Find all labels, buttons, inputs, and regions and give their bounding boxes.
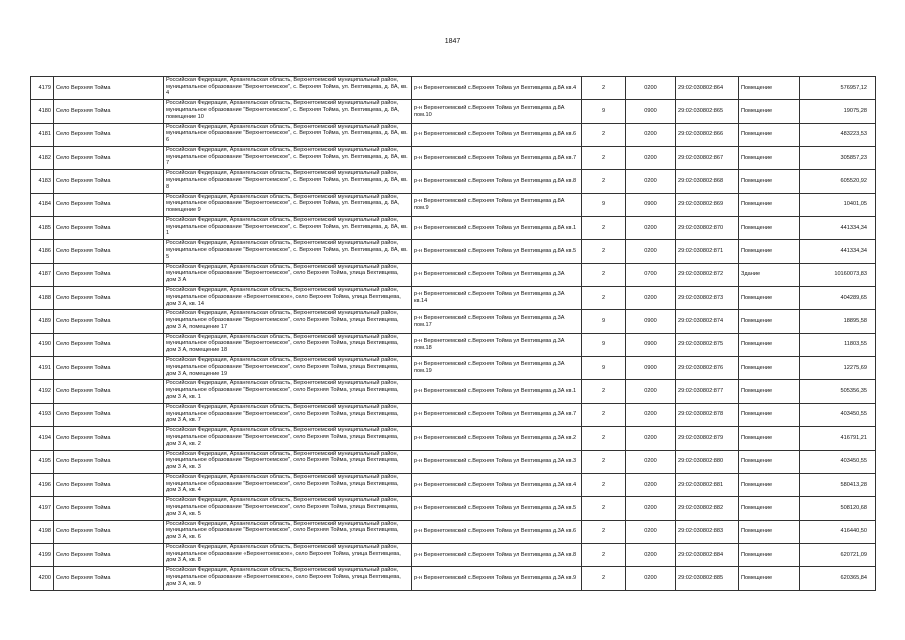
cadastral-value-cell: 305857,23 (800, 147, 876, 170)
location-cell: р-н Верхнетоемский с.Верхняя Тойма ул Вехтивцева д.3А (412, 263, 582, 286)
cadastral-number-cell: 29:02:030802:871 (676, 240, 739, 263)
cadastral-value-cell: 416791,21 (800, 427, 876, 450)
settlement-cell: Село Верхняя Тойма (54, 403, 164, 426)
row-number: 4186 (31, 240, 54, 263)
table-row (31, 473, 876, 496)
address-cell: Российская Федерация, Архангельская область, Верхнетоемский муниципальный район, муниципальное образование «Верхнетоемское», село Верхняя Тойма, улица Вехтивцева, дом 3 А, кв. 14 (164, 287, 412, 310)
address-cell: Российская Федерация, Архангельская область, Верхнетоемский муниципальный район, муниципальное образование "Верхнетоемское", село Верхняя Тойма, улица Вехтивцева, дом 3 А, помещение 19 (164, 357, 412, 380)
table-row (31, 333, 876, 356)
row-number: 4185 (31, 217, 54, 240)
settlement-cell: Село Верхняя Тойма (54, 123, 164, 146)
cadastral-value-cell: 18895,58 (800, 310, 876, 333)
table-row (31, 193, 876, 216)
object-type-cell: Помещение (739, 357, 800, 380)
type-code-cell: 0200 (626, 427, 676, 450)
row-number: 4195 (31, 450, 54, 473)
registry-table (30, 76, 876, 591)
settlement-cell: Село Верхняя Тойма (54, 427, 164, 450)
row-number: 4183 (31, 170, 54, 193)
address-cell: Российская Федерация, Архангельская область, Верхнетоемский муниципальный район, муниципальное образование "Верхнетоемское", с. Верхняя Тойма, ул. Вехтивцева, д. 8А, кв. 5 (164, 240, 412, 263)
type-code-cell: 0200 (626, 123, 676, 146)
code-cell: 9 (582, 100, 626, 123)
code-cell: 2 (582, 123, 626, 146)
cadastral-number-cell: 29:02:030802:885 (676, 567, 739, 590)
cadastral-number-cell: 29:02:030802:872 (676, 263, 739, 286)
address-cell: Российская Федерация, Архангельская область, Верхнетоемский муниципальный район, муниципальное образование "Верхнетоемское", село Верхняя Тойма, улица Вехтивцева, дом 3 А, кв. 7 (164, 403, 412, 426)
object-type-cell: Помещение (739, 240, 800, 263)
object-type-cell: Здание (739, 263, 800, 286)
type-code-cell: 0200 (626, 147, 676, 170)
type-code-cell: 0200 (626, 497, 676, 520)
object-type-cell: Помещение (739, 310, 800, 333)
type-code-cell: 0200 (626, 287, 676, 310)
table-row (31, 497, 876, 520)
settlement-cell: Село Верхняя Тойма (54, 357, 164, 380)
location-cell: р-н Верхнетоемский с.Верхняя Тойма ул Вехтивцева д.8А пом.9 (412, 193, 582, 216)
object-type-cell: Помещение (739, 147, 800, 170)
cadastral-number-cell: 29:02:030802:874 (676, 310, 739, 333)
code-cell: 2 (582, 170, 626, 193)
settlement-cell: Село Верхняя Тойма (54, 450, 164, 473)
object-type-cell: Помещение (739, 497, 800, 520)
type-code-cell: 0200 (626, 380, 676, 403)
table-row (31, 357, 876, 380)
type-code-cell: 0200 (626, 567, 676, 590)
type-code-cell: 0900 (626, 357, 676, 380)
row-number: 4192 (31, 380, 54, 403)
object-type-cell: Помещение (739, 77, 800, 100)
code-cell: 2 (582, 567, 626, 590)
type-code-cell: 0900 (626, 193, 676, 216)
location-cell: р-н Верхнетоемский с.Верхняя Тойма ул Вехтивцева д.8А кв.7 (412, 147, 582, 170)
cadastral-value-cell: 620365,84 (800, 567, 876, 590)
location-cell: р-н Верхнетоемский с.Верхняя Тойма ул Вехтивцева д.3А кв.9 (412, 567, 582, 590)
row-number: 4182 (31, 147, 54, 170)
address-cell: Российская Федерация, Архангельская область, Верхнетоемский муниципальный район, муниципальное образование "Верхнетоемское", с. Верхняя Тойма, ул. Вехтивцева, д. 8А, помещение 10 (164, 100, 412, 123)
address-cell: Российская Федерация, Архангельская область, Верхнетоемский муниципальный район, муниципальное образование "Верхнетоемское", село Верхняя Тойма, улица Вехтивцева, дом 3 А (164, 263, 412, 286)
object-type-cell: Помещение (739, 520, 800, 543)
cadastral-number-cell: 29:02:030802:869 (676, 193, 739, 216)
table-row (31, 240, 876, 263)
type-code-cell: 0900 (626, 100, 676, 123)
row-number: 4181 (31, 123, 54, 146)
settlement-cell: Село Верхняя Тойма (54, 100, 164, 123)
cadastral-value-cell: 441334,34 (800, 240, 876, 263)
cadastral-number-cell: 29:02:030802:875 (676, 333, 739, 356)
settlement-cell: Село Верхняя Тойма (54, 497, 164, 520)
table-row (31, 427, 876, 450)
object-type-cell: Помещение (739, 450, 800, 473)
code-cell: 9 (582, 193, 626, 216)
cadastral-number-cell: 29:02:030802:881 (676, 473, 739, 496)
code-cell: 2 (582, 263, 626, 286)
row-number: 4190 (31, 333, 54, 356)
settlement-cell: Село Верхняя Тойма (54, 520, 164, 543)
table-row (31, 450, 876, 473)
location-cell: р-н Верхнетоемский с.Верхняя Тойма ул Вехтивцева д.3А кв.7 (412, 403, 582, 426)
cadastral-number-cell: 29:02:030802:884 (676, 543, 739, 566)
object-type-cell: Помещение (739, 333, 800, 356)
settlement-cell: Село Верхняя Тойма (54, 193, 164, 216)
code-cell: 2 (582, 77, 626, 100)
cadastral-number-cell: 29:02:030802:865 (676, 100, 739, 123)
row-number: 4198 (31, 520, 54, 543)
location-cell: р-н Верхнетоемский с.Верхняя Тойма ул Вехтивцева д.3А кв.8 (412, 543, 582, 566)
code-cell: 2 (582, 427, 626, 450)
object-type-cell: Помещение (739, 193, 800, 216)
code-cell: 2 (582, 520, 626, 543)
address-cell: Российская Федерация, Архангельская область, Верхнетоемский муниципальный район, муниципальное образование "Верхнетоемское", с. Верхняя Тойма, ул. Вехтивцева, д. 8А, кв. 4 (164, 77, 412, 100)
address-cell: Российская Федерация, Архангельская область, Верхнетоемский муниципальный район, муниципальное образование "Верхнетоемское", село Верхняя Тойма, улица Вехтивцева, дом 3 А, кв. 4 (164, 473, 412, 496)
cadastral-number-cell: 29:02:030802:878 (676, 403, 739, 426)
settlement-cell: Село Верхняя Тойма (54, 147, 164, 170)
object-type-cell: Помещение (739, 287, 800, 310)
page-number: 1847 (444, 38, 461, 45)
code-cell: 2 (582, 380, 626, 403)
row-number: 4199 (31, 543, 54, 566)
code-cell: 2 (582, 147, 626, 170)
cadastral-value-cell: 404289,65 (800, 287, 876, 310)
code-cell: 2 (582, 403, 626, 426)
object-type-cell: Помещение (739, 380, 800, 403)
object-type-cell: Помещение (739, 567, 800, 590)
type-code-cell: 0700 (626, 263, 676, 286)
location-cell: р-н Верхнетоемский с.Верхняя Тойма ул Вехтивцева д.3А кв.14 (412, 287, 582, 310)
table-row (31, 147, 876, 170)
type-code-cell: 0200 (626, 240, 676, 263)
cadastral-value-cell: 10401,05 (800, 193, 876, 216)
cadastral-value-cell: 403450,55 (800, 403, 876, 426)
row-number: 4179 (31, 77, 54, 100)
row-number: 4184 (31, 193, 54, 216)
settlement-cell: Село Верхняя Тойма (54, 217, 164, 240)
cadastral-value-cell: 576957,12 (800, 77, 876, 100)
settlement-cell: Село Верхняя Тойма (54, 543, 164, 566)
address-cell: Российская Федерация, Архангельская область, Верхнетоемский муниципальный район, муниципальное образование "Верхнетоемское", с. Верхняя Тойма, ул. Вехтивцева, д. 8А, кв. 1 (164, 217, 412, 240)
address-cell: Российская Федерация, Архангельская область, Верхнетоемский муниципальный район, муниципальное образование «Верхнетоемское», село Верхняя Тойма, улица Вехтивцева, дом 3 А, кв. 9 (164, 567, 412, 590)
table-row (31, 263, 876, 286)
settlement-cell: Село Верхняя Тойма (54, 333, 164, 356)
code-cell: 2 (582, 217, 626, 240)
row-number: 4189 (31, 310, 54, 333)
table-body (31, 77, 876, 591)
table-row (31, 170, 876, 193)
settlement-cell: Село Верхняя Тойма (54, 380, 164, 403)
object-type-cell: Помещение (739, 473, 800, 496)
object-type-cell: Помещение (739, 543, 800, 566)
settlement-cell: Село Верхняя Тойма (54, 287, 164, 310)
type-code-cell: 0900 (626, 333, 676, 356)
cadastral-number-cell: 29:02:030802:867 (676, 147, 739, 170)
cadastral-number-cell: 29:02:030802:883 (676, 520, 739, 543)
address-cell: Российская Федерация, Архангельская область, Верхнетоемский муниципальный район, муниципальное образование "Верхнетоемское", с. Верхняя Тойма, ул. Вехтивцева, д. 8А, кв. 6 (164, 123, 412, 146)
code-cell: 2 (582, 473, 626, 496)
location-cell: р-н Верхнетоемский с.Верхняя Тойма ул Вехтивцева д.8А кв.8 (412, 170, 582, 193)
cadastral-value-cell: 19075,28 (800, 100, 876, 123)
location-cell: р-н Верхнетоемский с.Верхняя Тойма ул Вехтивцева д.3А пом.19 (412, 357, 582, 380)
type-code-cell: 0200 (626, 520, 676, 543)
table-row (31, 217, 876, 240)
table-row (31, 123, 876, 146)
table-row (31, 380, 876, 403)
object-type-cell: Помещение (739, 100, 800, 123)
type-code-cell: 0200 (626, 543, 676, 566)
cadastral-number-cell: 29:02:030802:868 (676, 170, 739, 193)
address-cell: Российская Федерация, Архангельская область, Верхнетоемский муниципальный район, муниципальное образование "Верхнетоемское", с. Верхняя Тойма, ул. Вехтивцева, д. 8А, кв. 7 (164, 147, 412, 170)
code-cell: 2 (582, 497, 626, 520)
location-cell: р-н Верхнетоемский с.Верхняя Тойма ул Вехтивцева д.3А кв.1 (412, 380, 582, 403)
location-cell: р-н Верхнетоемский с.Верхняя Тойма ул Вехтивцева д.3А кв.3 (412, 450, 582, 473)
table-row (31, 100, 876, 123)
table-row (31, 520, 876, 543)
cadastral-value-cell: 10160073,83 (800, 263, 876, 286)
cadastral-value-cell: 508120,68 (800, 497, 876, 520)
address-cell: Российская Федерация, Архангельская область, Верхнетоемский муниципальный район, муниципальное образование "Верхнетоемское", с. Верхняя Тойма, ул. Вехтивцева, д. 8А, помещение 9 (164, 193, 412, 216)
object-type-cell: Помещение (739, 427, 800, 450)
settlement-cell: Село Верхняя Тойма (54, 77, 164, 100)
address-cell: Российская Федерация, Архангельская область, Верхнетоемский муниципальный район, муниципальное образование "Верхнетоемское", село Верхняя Тойма, улица Вехтивцева, дом 3 А, помещение 18 (164, 333, 412, 356)
type-code-cell: 0200 (626, 77, 676, 100)
code-cell: 9 (582, 357, 626, 380)
cadastral-number-cell: 29:02:030802:880 (676, 450, 739, 473)
location-cell: р-н Верхнетоемский с.Верхняя Тойма ул Вехтивцева д.8А кв.6 (412, 123, 582, 146)
type-code-cell: 0200 (626, 403, 676, 426)
address-cell: Российская Федерация, Архангельская область, Верхнетоемский муниципальный район, муниципальное образование «Верхнетоемское», село Верхняя Тойма, улица Вехтивцева, дом 3 А, кв. 8 (164, 543, 412, 566)
code-cell: 2 (582, 543, 626, 566)
address-cell: Российская Федерация, Архангельская область, Верхнетоемский муниципальный район, муниципальное образование "Верхнетоемское", село Верхняя Тойма, улица Вехтивцева, дом 3 А, помещение 17 (164, 310, 412, 333)
cadastral-value-cell: 441334,34 (800, 217, 876, 240)
location-cell: р-н Верхнетоемский с.Верхняя Тойма ул Вехтивцева д.3А кв.5 (412, 497, 582, 520)
location-cell: р-н Верхнетоемский с.Верхняя Тойма ул Вехтивцева д.3А кв.2 (412, 427, 582, 450)
location-cell: р-н Верхнетоемский с.Верхняя Тойма ул Вехтивцева д.8А кв.1 (412, 217, 582, 240)
settlement-cell: Село Верхняя Тойма (54, 263, 164, 286)
row-number: 4197 (31, 497, 54, 520)
settlement-cell: Село Верхняя Тойма (54, 240, 164, 263)
location-cell: р-н Верхнетоемский с.Верхняя Тойма ул Вехтивцева д.8А пом.10 (412, 100, 582, 123)
code-cell: 2 (582, 240, 626, 263)
object-type-cell: Помещение (739, 170, 800, 193)
type-code-cell: 0200 (626, 217, 676, 240)
row-number: 4191 (31, 357, 54, 380)
cadastral-value-cell: 605520,92 (800, 170, 876, 193)
type-code-cell: 0900 (626, 310, 676, 333)
cadastral-number-cell: 29:02:030802:877 (676, 380, 739, 403)
row-number: 4200 (31, 567, 54, 590)
object-type-cell: Помещение (739, 217, 800, 240)
cadastral-number-cell: 29:02:030802:876 (676, 357, 739, 380)
cadastral-value-cell: 620721,09 (800, 543, 876, 566)
address-cell: Российская Федерация, Архангельская область, Верхнетоемский муниципальный район, муниципальное образование "Верхнетоемское", село Верхняя Тойма, улица Вехтивцева, дом 3 А, кв. 2 (164, 427, 412, 450)
location-cell: р-н Верхнетоемский с.Верхняя Тойма ул Вехтивцева д.3А пом.18 (412, 333, 582, 356)
code-cell: 9 (582, 333, 626, 356)
row-number: 4193 (31, 403, 54, 426)
row-number: 4187 (31, 263, 54, 286)
settlement-cell: Село Верхняя Тойма (54, 473, 164, 496)
cadastral-value-cell: 11803,55 (800, 333, 876, 356)
table-row (31, 77, 876, 100)
address-cell: Российская Федерация, Архангельская область, Верхнетоемский муниципальный район, муниципальное образование "Верхнетоемское", село Верхняя Тойма, улица Вехтивцева, дом 3 А, кв. 5 (164, 497, 412, 520)
cadastral-value-cell: 416440,50 (800, 520, 876, 543)
object-type-cell: Помещение (739, 403, 800, 426)
table-row (31, 567, 876, 590)
cadastral-value-cell: 403450,55 (800, 450, 876, 473)
address-cell: Российская Федерация, Архангельская область, Верхнетоемский муниципальный район, муниципальное образование "Верхнетоемское", село Верхняя Тойма, улица Вехтивцева, дом 3 А, кв. 1 (164, 380, 412, 403)
cadastral-value-cell: 505356,35 (800, 380, 876, 403)
address-cell: Российская Федерация, Архангельская область, Верхнетоемский муниципальный район, муниципальное образование "Верхнетоемское", село Верхняя Тойма, улица Вехтивцева, дом 3 А, кв. 6 (164, 520, 412, 543)
cadastral-value-cell: 580413,28 (800, 473, 876, 496)
settlement-cell: Село Верхняя Тойма (54, 310, 164, 333)
location-cell: р-н Верхнетоемский с.Верхняя Тойма ул Вехтивцева д.3А кв.6 (412, 520, 582, 543)
row-number: 4196 (31, 473, 54, 496)
code-cell: 2 (582, 450, 626, 473)
cadastral-number-cell: 29:02:030802:864 (676, 77, 739, 100)
row-number: 4188 (31, 287, 54, 310)
row-number: 4194 (31, 427, 54, 450)
address-cell: Российская Федерация, Архангельская область, Верхнетоемский муниципальный район, муниципальное образование "Верхнетоемское", село Верхняя Тойма, улица Вехтивцева, дом 3 А, кв. 3 (164, 450, 412, 473)
object-type-cell: Помещение (739, 123, 800, 146)
location-cell: р-н Верхнетоемский с.Верхняя Тойма ул Вехтивцева д.3А пом.17 (412, 310, 582, 333)
table-row (31, 287, 876, 310)
code-cell: 9 (582, 310, 626, 333)
row-number: 4180 (31, 100, 54, 123)
cadastral-number-cell: 29:02:030802:866 (676, 123, 739, 146)
table-row (31, 310, 876, 333)
settlement-cell: Село Верхняя Тойма (54, 170, 164, 193)
cadastral-number-cell: 29:02:030802:879 (676, 427, 739, 450)
location-cell: р-н Верхнетоемский с.Верхняя Тойма ул Вехтивцева д.3А кв.4 (412, 473, 582, 496)
cadastral-value-cell: 483223,53 (800, 123, 876, 146)
table-row (31, 403, 876, 426)
type-code-cell: 0200 (626, 450, 676, 473)
cadastral-number-cell: 29:02:030802:882 (676, 497, 739, 520)
table-row (31, 543, 876, 566)
location-cell: р-н Верхнетоемский с.Верхняя Тойма ул Вехтивцева д.8А кв.5 (412, 240, 582, 263)
cadastral-value-cell: 12275,69 (800, 357, 876, 380)
type-code-cell: 0200 (626, 170, 676, 193)
type-code-cell: 0200 (626, 473, 676, 496)
settlement-cell: Село Верхняя Тойма (54, 567, 164, 590)
code-cell: 2 (582, 287, 626, 310)
cadastral-number-cell: 29:02:030802:873 (676, 287, 739, 310)
cadastral-number-cell: 29:02:030802:870 (676, 217, 739, 240)
address-cell: Российская Федерация, Архангельская область, Верхнетоемский муниципальный район, муниципальное образование "Верхнетоемское", с. Верхняя Тойма, ул. Вехтивцева, д. 8А, кв. 8 (164, 170, 412, 193)
location-cell: р-н Верхнетоемский с.Верхняя Тойма ул Вехтивцева д.8А кв.4 (412, 77, 582, 100)
